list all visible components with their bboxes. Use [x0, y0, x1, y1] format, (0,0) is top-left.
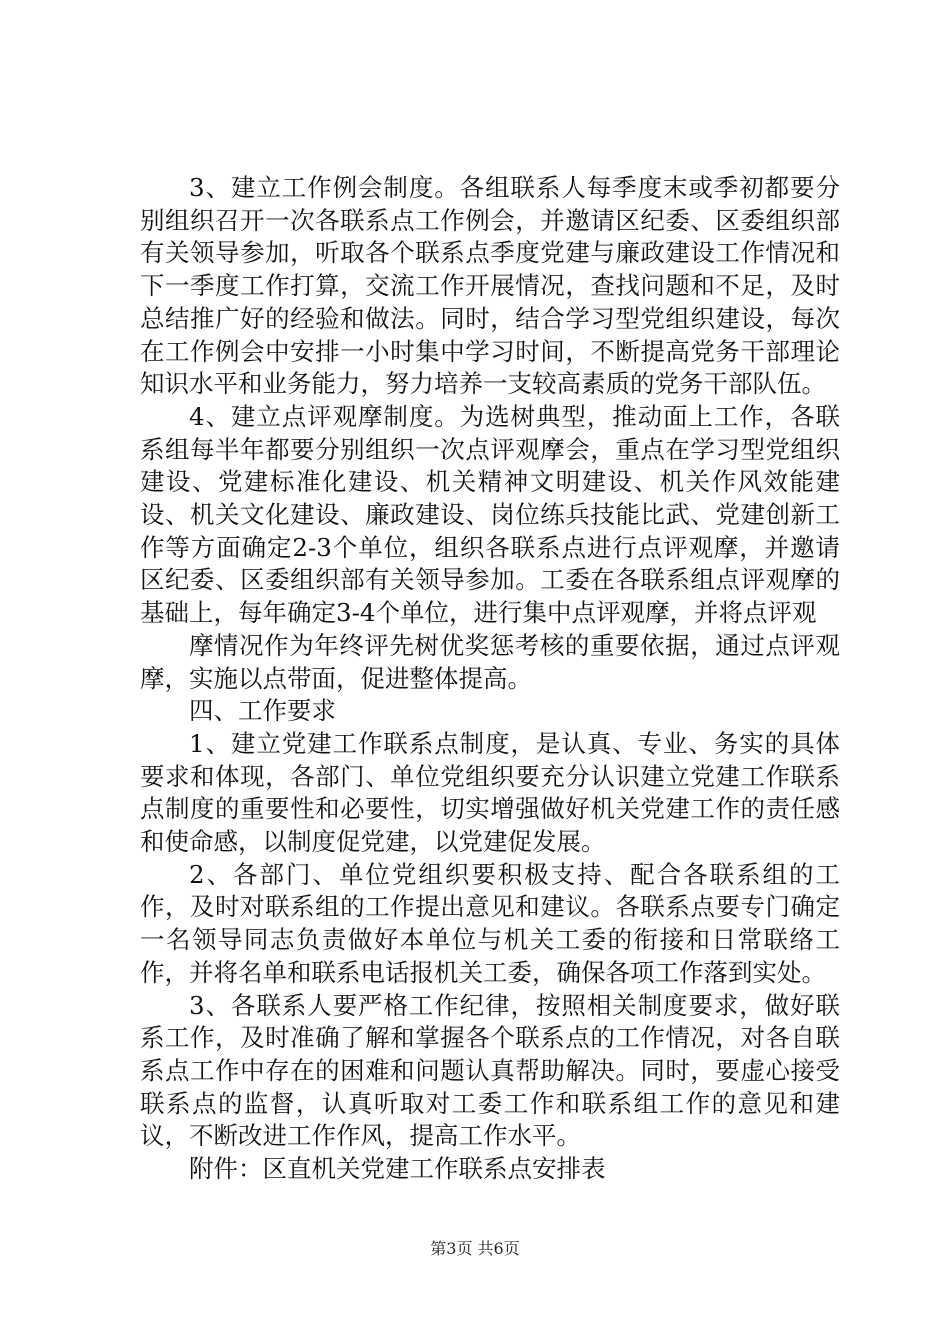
paragraph-requirement-3: 3、各联系人要严格工作纪律，按照相关制度要求，做好联系工作，及时准确了解和掌握各个联系点的工作情况，对各自联系点工作中存在的困难和问题认真帮助解决。同时，要虚心接受联系点的监督，认真听取对工委工作和联系组工作的意见和建议，不断改进工作作风，提高工作水平。	[140, 990, 840, 1151]
paragraph-review-system: 4、建立点评观摩制度。为选树典型，推动面上工作，各联系组每半年都要分别组织一次点评观摩会，重点在学习型党组织建设、党建标准化建设、机关精神文明建设、机关作风效能建设、机关文化建设、廉政建设、岗位练兵技能比武、党建创新工作等方面确定2-3个单位，组织各联系点进行点评观摩，并邀请区纪委、区委组织部有关领导参加。工委在各联系组点评观摩的基础上，每年确定3-4个单位，进行集中点评观摩，并将点评观	[140, 401, 840, 628]
page-footer	[0, 1236, 950, 1259]
paragraph-review-continued: 摩情况作为年终评先树优奖惩考核的重要依据，通过点评观摩，实施以点带面，促进整体提高。	[140, 630, 840, 693]
document-body	[140, 172, 840, 1186]
page-number: 第3页 共6页	[430, 1239, 520, 1258]
section-heading-work-requirements: 四、工作要求	[189, 696, 336, 726]
paragraph-attachment: 附件：区直机关党建工作联系点安排表	[189, 1154, 606, 1184]
paragraph-regular-meeting: 3、建立工作例会制度。各组联系人每季度末或季初都要分别组织召开一次各联系点工作例会，并邀请区纪委、区委组织部有关领导参加，听取各个联系点季度党建与廉政建设工作情况和下一季度工作打算，交流工作开展情况，查找问题和不足，及时总结推广好的经验和做法。同时，结合学习型党组织建设，每次在工作例会中安排一小时集中学习时间，不断提高党务干部理论知识水平和业务能力，努力培养一支较高素质的党务干部队伍。	[140, 173, 840, 399]
paragraph-requirement-1: 1、建立党建工作联系点制度，是认真、专业、务实的具体要求和体现，各部门、单位党组织要充分认识建立党建工作联系点制度的重要性和必要性，切实增强做好机关党建工作的责任感和使命感，以制度促党建，以党建促发展。	[140, 728, 840, 857]
paragraph-requirement-2: 2、各部门、单位党组织要积极支持、配合各联系组的工作，及时对联系组的工作提出意见和建议。各联系点要专门确定一名领导同志负责做好本单位与机关工委的衔接和日常联络工作，并将名单和联系电话报机关工委，确保各项工作落到实处。	[140, 859, 840, 987]
